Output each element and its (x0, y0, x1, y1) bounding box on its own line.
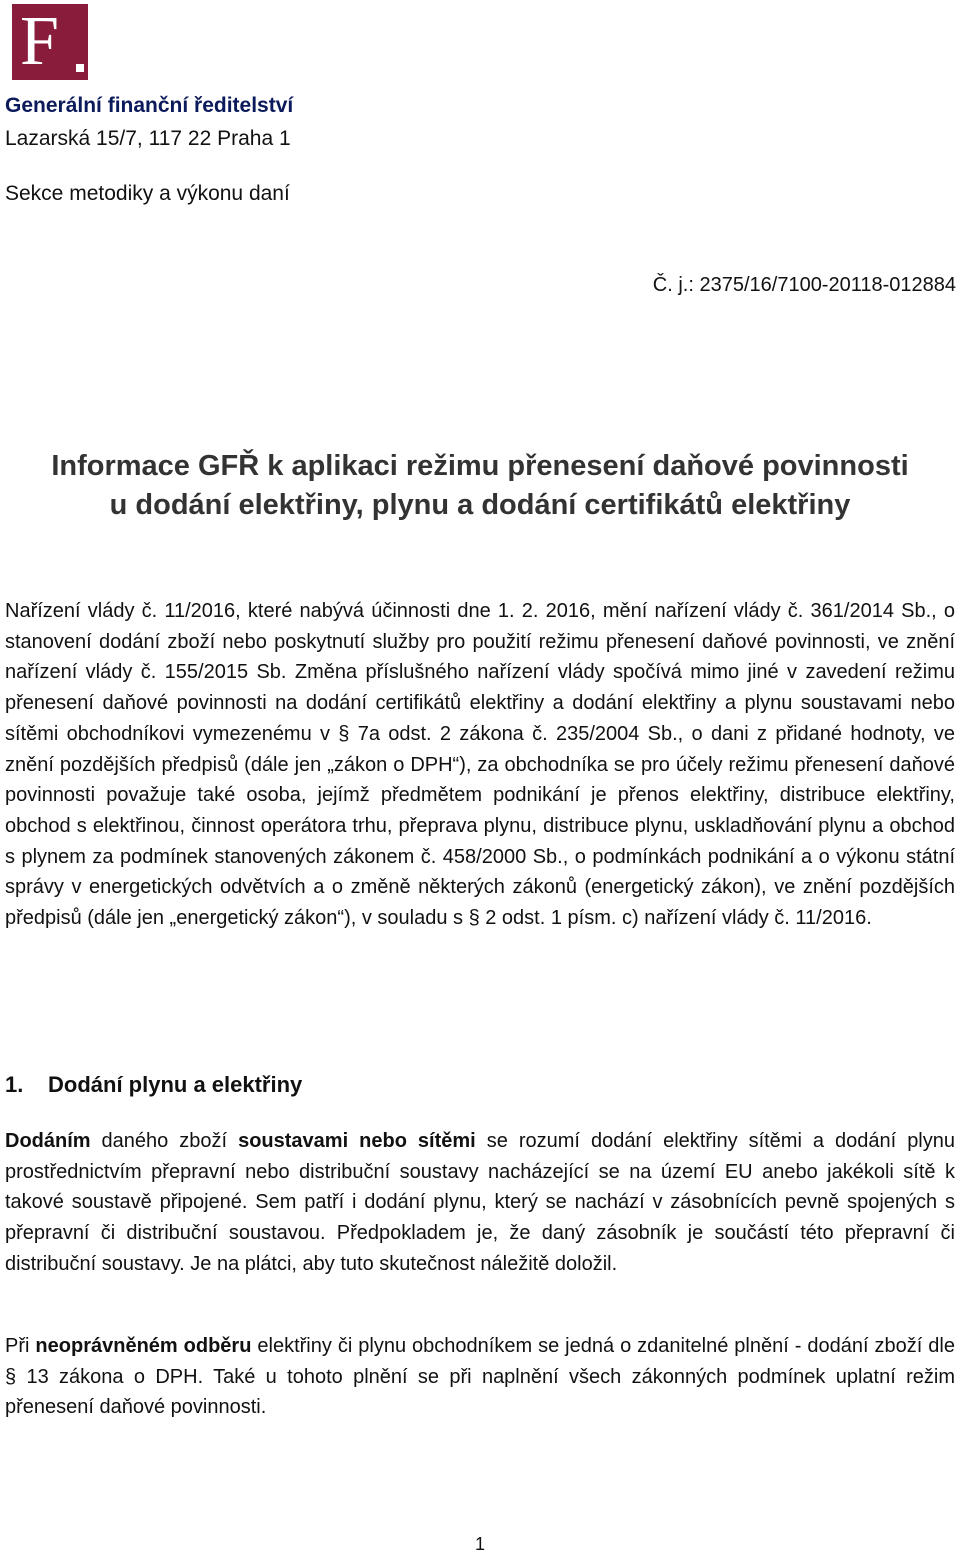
section-heading (5, 1072, 302, 1098)
section-number: 1. (5, 1072, 24, 1097)
department-name: Sekce metodiky a výkonu daní (5, 182, 290, 205)
financial-administration-logo (12, 4, 88, 80)
title-line-1: Informace GFŘ k aplikaci režimu přenesení daňové povinnosti (51, 450, 909, 482)
bold-term: soustavami nebo sítěmi (238, 1130, 476, 1152)
paragraph-text: elektřiny či plynu obchodníkem se jedná o zdanitelné plnění - dodání zboží dle § 13 zákona o DPH. Také u tohoto plnění se při naplnění všech zákonných podmínek uplatní režim přenesení daňové povinnosti. (5, 1335, 955, 1419)
logo-letter: F (20, 4, 59, 80)
paragraph-supply-definition (5, 1126, 955, 1280)
paragraph-text: Při (5, 1335, 36, 1357)
intro-text: Nařízení vlády č. 11/2016, které nabývá účinnosti dne 1. 2. 2016, mění nařízení vlády č. 361/2014 Sb., o stanovení dodání zboží nebo poskytnutí služby pro použití režimu přenesení daňové povinnosti, ve znění nařízení vlády č. 155/2015 Sb. Změna příslušného nařízení vlády spočívá mimo jiné v zavedení režimu přenesení daňové povinnosti na dodání certifikátů elektřiny a dodání elektřiny a plynu soustavami nebo sítěmi obchodníkovi vymezenému v § 7a odst. 2 zákona č. 235/2004 Sb., o dani z přidané hodnoty, ve znění pozdějších předpisů (dále jen „zákon o DPH“), za obchodníka se pro účely režimu přenesení daňové povinnosti považuje také osoba, jejímž předmětem podnikání je přenos elektřiny, distribuce elektřiny, obchod s elektřinou, činnost operátora trhu, přeprava plynu, distribuce plynu, uskladňování plynu a obchod s plynem za podmínek stanovených zákonem č. 458/2000 Sb., o podmínkách podnikání a o výkonu státní správy v energetických odvětvích a o změně některých zákonů (energetický zákon), ve znění pozdějších předpisů (dále jen „energetický zákon“), v souladu s § 2 odst. 1 písm. c) nařízení vlády č. 11/2016. (5, 600, 955, 930)
logo-dot (76, 64, 84, 72)
bold-term: neoprávněném odběru (35, 1335, 252, 1357)
organization-name: Generální finanční ředitelství (5, 94, 294, 117)
intro-paragraph (5, 596, 955, 934)
paragraph-text: se rozumí dodání elektřiny sítěmi a dodání plynu prostřednictvím přepravní nebo distribuční soustavy nacházející se na území EU anebo jakékoli sítě k takové soustavě připojené. Sem patří i dodání plynu, který se nachází v zásobnících pevně spojených s přepravní či distribuční soustavou. Předpokladem je, že daný zásobník je součástí této přepravní či distribuční soustavy. Je na plátci, aby tuto skutečnost náležitě doložil. (5, 1130, 956, 1275)
reference-number: Č. j.: 2375/16/7100-20118-012884 (652, 274, 956, 296)
bold-term: Dodáním (5, 1130, 91, 1152)
page-number: 1 (474, 1534, 485, 1554)
letterhead (5, 89, 293, 155)
organization-address: Lazarská 15/7, 117 22 Praha 1 (5, 127, 291, 150)
title-line-2: u dodání elektřiny, plynu a dodání certifikátů elektřiny (109, 489, 851, 521)
paragraph-unauthorized-consumption (5, 1331, 955, 1423)
section-title: Dodání plynu a elektřiny (48, 1072, 303, 1097)
document-title (0, 447, 960, 525)
paragraph-text: daného zboží (90, 1130, 239, 1152)
